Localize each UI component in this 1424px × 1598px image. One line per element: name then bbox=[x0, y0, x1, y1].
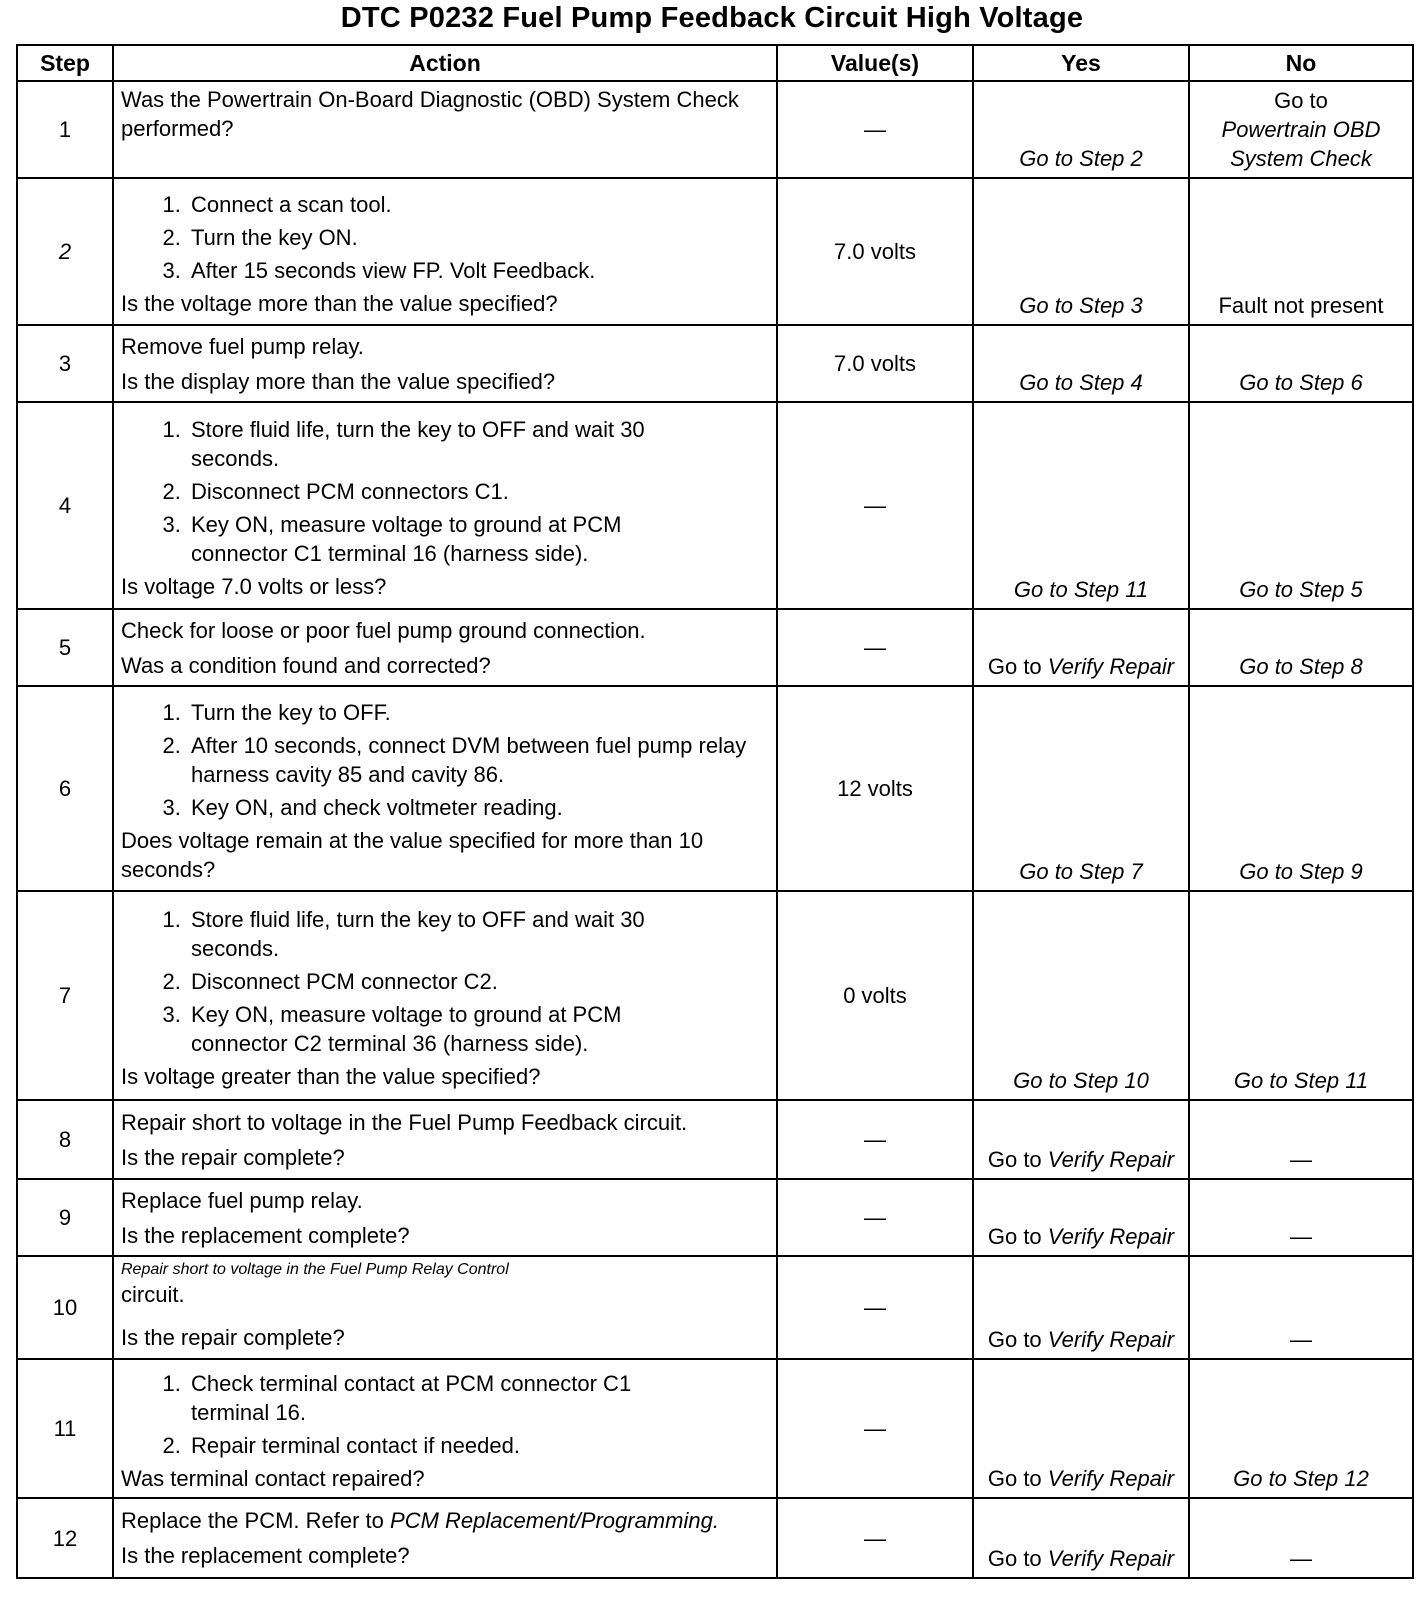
action-question: Is the voltage more than the value specified? bbox=[121, 290, 558, 316]
step-number: 8 bbox=[17, 1100, 113, 1179]
action-step: 3. Key ON, and check voltmeter reading. bbox=[187, 793, 769, 822]
no-cell: Go to Step 8 bbox=[1189, 609, 1413, 686]
action-cell bbox=[113, 325, 777, 402]
action-question: Is voltage 7.0 volts or less? bbox=[121, 573, 387, 599]
yes-ref: Verify Repair bbox=[1047, 654, 1175, 679]
yes-prefix: Go to bbox=[987, 654, 1042, 679]
action-question: Does voltage remain at the value specified for more than 10 seconds? bbox=[121, 827, 704, 882]
table-row bbox=[17, 325, 1413, 402]
action-cell bbox=[113, 1256, 777, 1359]
yes-cell: Go to Step 11 bbox=[973, 402, 1189, 609]
yes-prefix: Go to bbox=[987, 1224, 1042, 1249]
action-question: Is the replacement complete? bbox=[121, 1222, 410, 1248]
header-values: Value(s) bbox=[777, 45, 973, 81]
table-row bbox=[17, 1498, 1413, 1578]
action-cell bbox=[113, 81, 777, 178]
value-cell: — bbox=[777, 1100, 973, 1179]
action-steps bbox=[121, 698, 769, 822]
table-row bbox=[17, 402, 1413, 609]
step-number: 12 bbox=[17, 1498, 113, 1578]
no-cell: Go to Step 11 bbox=[1189, 891, 1413, 1100]
yes-prefix: Go to bbox=[987, 1546, 1042, 1571]
action-step: 2. Turn the key ON. bbox=[187, 223, 769, 252]
no-cell: Go to Step 5 bbox=[1189, 402, 1413, 609]
action-text: circuit. bbox=[121, 1282, 185, 1307]
value-cell: — bbox=[777, 1256, 973, 1359]
action-step: 1. Check terminal contact at PCM connector C1 terminal 16. bbox=[187, 1369, 669, 1427]
yes-ref: Verify Repair bbox=[1047, 1224, 1175, 1249]
step-number: 1 bbox=[17, 81, 113, 178]
value-cell: 0 volts bbox=[777, 891, 973, 1100]
action-step: 3. Key ON, measure voltage to ground at PCM connector C1 terminal 16 (harness side). bbox=[187, 510, 669, 568]
no-ref: Powertrain OBD System Check bbox=[1221, 117, 1381, 171]
action-text: Repair short to voltage in the Fuel Pump Feedback circuit. bbox=[121, 1109, 688, 1135]
action-text: Remove fuel pump relay. bbox=[121, 333, 364, 359]
no-cell bbox=[1189, 81, 1413, 178]
step-number: 5 bbox=[17, 609, 113, 686]
step-number: 7 bbox=[17, 891, 113, 1100]
table-row bbox=[17, 1256, 1413, 1359]
no-cell: — bbox=[1189, 1498, 1413, 1578]
step-number: 11 bbox=[17, 1359, 113, 1498]
table-row bbox=[17, 609, 1413, 686]
action-step: 3. Key ON, measure voltage to ground at PCM connector C2 terminal 36 (harness side). bbox=[187, 1000, 669, 1058]
table-row bbox=[17, 686, 1413, 891]
step-number: 2 bbox=[17, 178, 113, 325]
yes-cell: Go to Step 4 bbox=[973, 325, 1189, 402]
table-row bbox=[17, 1359, 1413, 1498]
yes-cell bbox=[973, 1359, 1189, 1498]
no-cell: Go to Step 6 bbox=[1189, 325, 1413, 402]
action-cell bbox=[113, 1100, 777, 1179]
action-question: Is the repair complete? bbox=[121, 1325, 345, 1350]
yes-cell bbox=[973, 1179, 1189, 1256]
value-cell: 7.0 volts bbox=[777, 325, 973, 402]
table-row bbox=[17, 891, 1413, 1100]
value-cell: — bbox=[777, 1498, 973, 1578]
table-row bbox=[17, 81, 1413, 178]
yes-ref: Verify Repair bbox=[1047, 1327, 1175, 1352]
action-steps bbox=[121, 190, 769, 285]
step-number: 4 bbox=[17, 402, 113, 609]
action-step: 2. After 10 seconds, connect DVM between fuel pump relay harness cavity 85 and cavity 86. bbox=[187, 731, 769, 789]
action-cell bbox=[113, 686, 777, 891]
value-cell: — bbox=[777, 1179, 973, 1256]
value-cell: 12 volts bbox=[777, 686, 973, 891]
yes-ref: Verify Repair bbox=[1047, 1147, 1175, 1172]
value-cell: — bbox=[777, 81, 973, 178]
yes-ref: Verify Repair bbox=[1047, 1466, 1175, 1491]
action-question: Is voltage greater than the value specified? bbox=[121, 1063, 541, 1089]
action-cell bbox=[113, 609, 777, 686]
no-cell: Go to Step 9 bbox=[1189, 686, 1413, 891]
action-cell bbox=[113, 1359, 777, 1498]
action-text: Check for loose or poor fuel pump ground connection. bbox=[121, 617, 646, 643]
no-cell: — bbox=[1189, 1256, 1413, 1359]
action-step: 1. Turn the key to OFF. bbox=[187, 698, 769, 727]
action-cell bbox=[113, 1498, 777, 1578]
action-steps bbox=[121, 415, 769, 568]
action-step: 2. Disconnect PCM connectors C1. bbox=[187, 477, 669, 506]
step-number: 3 bbox=[17, 325, 113, 402]
no-cell: — bbox=[1189, 1100, 1413, 1179]
header-yes: Yes bbox=[973, 45, 1189, 81]
action-question: Is the display more than the value specified? bbox=[121, 368, 556, 394]
action-cell bbox=[113, 402, 777, 609]
step-number: 9 bbox=[17, 1179, 113, 1256]
yes-prefix: Go to bbox=[987, 1147, 1042, 1172]
no-prefix: Go to bbox=[1274, 88, 1328, 113]
value-cell: — bbox=[777, 609, 973, 686]
action-cell bbox=[113, 891, 777, 1100]
yes-cell bbox=[973, 609, 1189, 686]
action-text: Was the Powertrain On-Board Diagnostic (OBD) System Check performed? bbox=[121, 87, 739, 141]
table-row bbox=[17, 178, 1413, 325]
action-step: 2. Disconnect PCM connector C2. bbox=[187, 967, 669, 996]
action-step: 2. Repair terminal contact if needed. bbox=[187, 1431, 669, 1460]
table-row bbox=[17, 1100, 1413, 1179]
value-cell: — bbox=[777, 402, 973, 609]
yes-ref: Verify Repair bbox=[1047, 1546, 1175, 1571]
header-no: No bbox=[1189, 45, 1413, 81]
yes-cell: Go to Step 7 bbox=[973, 686, 1189, 891]
header-action: Action bbox=[113, 45, 777, 81]
value-cell: — bbox=[777, 1359, 973, 1498]
yes-prefix: Go to bbox=[987, 1327, 1042, 1352]
action-question: Was a condition found and corrected? bbox=[121, 652, 491, 678]
action-question: Is the repair complete? bbox=[121, 1144, 345, 1170]
table-row bbox=[17, 1179, 1413, 1256]
action-step: 1. Connect a scan tool. bbox=[187, 190, 769, 219]
no-cell: — bbox=[1189, 1179, 1413, 1256]
action-small-text: Repair short to voltage in the Fuel Pump Relay Control bbox=[121, 1261, 509, 1278]
action-cell bbox=[113, 178, 777, 325]
diagnostic-table bbox=[16, 44, 1414, 1579]
action-prefix: Replace the PCM. Refer to bbox=[121, 1508, 384, 1533]
yes-cell: Go to Step 3 bbox=[973, 178, 1189, 325]
action-text: Replace fuel pump relay. bbox=[121, 1187, 363, 1213]
action-step: 1. Store fluid life, turn the key to OFF and wait 30 seconds. bbox=[187, 905, 669, 963]
yes-cell: Go to Step 2 bbox=[973, 81, 1189, 178]
yes-cell bbox=[973, 1256, 1189, 1359]
step-number: 6 bbox=[17, 686, 113, 891]
value-cell: 7.0 volts bbox=[777, 178, 973, 325]
yes-cell bbox=[973, 1100, 1189, 1179]
action-cell bbox=[113, 1179, 777, 1256]
page-title: DTC P0232 Fuel Pump Feedback Circuit High Voltage bbox=[340, 2, 1084, 34]
action-steps bbox=[121, 1369, 769, 1460]
action-question: Is the replacement complete? bbox=[121, 1543, 410, 1568]
step-number: 10 bbox=[17, 1256, 113, 1359]
action-steps bbox=[121, 905, 769, 1058]
no-cell: Fault not present bbox=[1189, 178, 1413, 325]
yes-cell: Go to Step 10 bbox=[973, 891, 1189, 1100]
action-question: Was terminal contact repaired? bbox=[121, 1465, 425, 1491]
action-step: 1. Store fluid life, turn the key to OFF and wait 30 seconds. bbox=[187, 415, 669, 473]
action-step: 3. After 15 seconds view FP. Volt Feedback. bbox=[187, 256, 769, 285]
no-cell: Go to Step 12 bbox=[1189, 1359, 1413, 1498]
action-text bbox=[121, 1506, 769, 1535]
header-row bbox=[17, 45, 1413, 81]
yes-prefix: Go to bbox=[987, 1466, 1042, 1491]
yes-cell bbox=[973, 1498, 1189, 1578]
action-ref: PCM Replacement/Programming. bbox=[390, 1508, 719, 1533]
header-step: Step bbox=[17, 45, 113, 81]
